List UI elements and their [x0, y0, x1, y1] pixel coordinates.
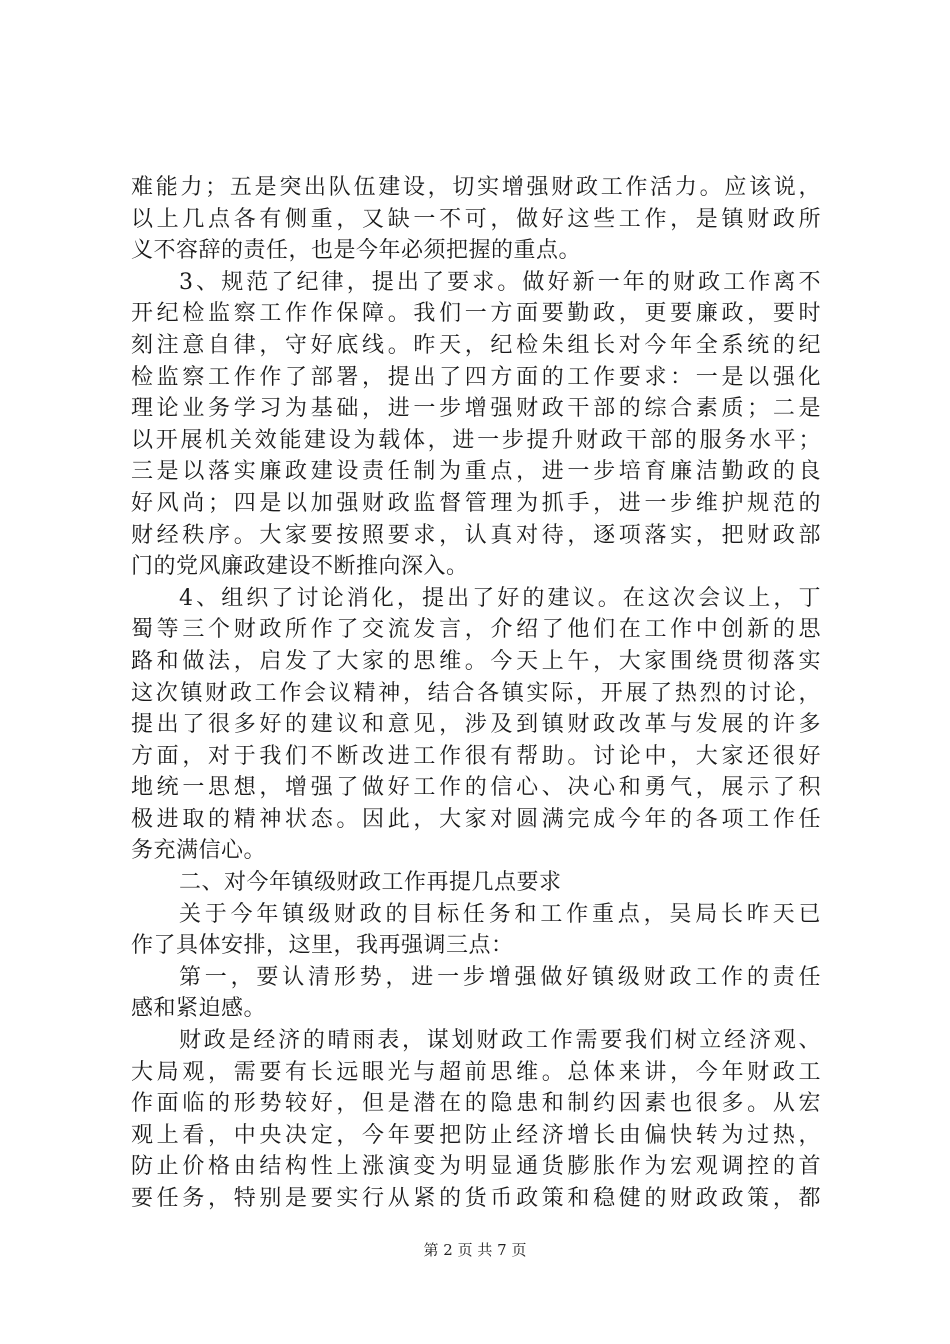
text-line: 3、规范了纪律，提出了要求。做好新一年的财政工作离不 — [179, 269, 821, 295]
text-line: 三是以落实廉政建设责任制为重点，进一步培育廉洁勤政的良 — [131, 459, 821, 485]
text-line: 感和紧迫感。 — [131, 996, 267, 1022]
text-line: 蜀等三个财政所作了交流发言，介绍了他们在工作中创新的思 — [131, 617, 821, 643]
text-line: 要任务，特别是要实行从紧的货币政策和稳健的财政政策，都 — [131, 1186, 821, 1211]
text-line: 提出了很多好的建议和意见，涉及到镇财政改革与发展的许多 — [131, 712, 821, 738]
text-line: 关于今年镇级财政的目标任务和工作重点，吴局长昨天已 — [179, 901, 821, 927]
text-line: 作面临的形势较好，但是潜在的隐患和制约因素也很多。从宏 — [131, 1091, 821, 1117]
text-line: 防止价格由结构性上涨演变为明显通货膨胀作为宏观调控的首 — [131, 1154, 821, 1180]
text-line: 4、组织了讨论消化，提出了好的建议。在这次会议上，丁 — [179, 585, 821, 611]
text-line: 门的党风廉政建设不断推向深入。 — [131, 554, 469, 580]
text-line: 务充满信心。 — [131, 838, 267, 864]
text-line: 第一，要认清形势，进一步增强做好镇级财政工作的责任 — [179, 964, 821, 990]
text-line: 难能力；五是突出队伍建设，切实增强财政工作活力。应该说， — [131, 175, 821, 200]
document-body — [131, 172, 821, 1215]
text-line: 义不容辞的责任，也是今年必须把握的重点。 — [131, 238, 582, 264]
text-line: 路和做法，启发了大家的思维。今天上午，大家围绕贯彻落实 — [131, 648, 821, 674]
text-line: 开纪检监察工作作保障。我们一方面要勤政，更要廉政，要时 — [131, 301, 821, 327]
text-line: 以开展机关效能建设为载体，进一步提升财政干部的服务水平； — [131, 427, 821, 453]
text-line: 二、对今年镇级财政工作再提几点要求 — [179, 870, 562, 896]
text-line: 好风尚；四是以加强财政监督管理为抓手，进一步维护规范的 — [131, 490, 821, 516]
text-line: 以上几点各有侧重，又缺一不可，做好这些工作，是镇财政所 — [131, 206, 821, 232]
text-line: 地统一思想，增强了做好工作的信心、决心和勇气，展示了积 — [131, 775, 821, 801]
text-line: 这次镇财政工作会议精神，结合各镇实际，开展了热烈的讨论， — [131, 680, 821, 706]
text-line: 作了具体安排，这里，我再强调三点： — [131, 933, 514, 959]
text-line: 理论业务学习为基础，进一步增强财政干部的综合素质；二是 — [131, 396, 821, 422]
text-line: 极进取的精神状态。因此，大家对圆满完成今年的各项工作任 — [131, 806, 821, 832]
text-line: 财政是经济的晴雨表，谋划财政工作需要我们树立经济观、 — [179, 1028, 821, 1054]
text-line: 观上看，中央决定，今年要把防止经济增长由偏快转为过热， — [131, 1122, 821, 1148]
text-line: 刻注意自律，守好底线。昨天，纪检朱组长对今年全系统的纪 — [131, 332, 821, 358]
text-line: 检监察工作作了部署，提出了四方面的工作要求：一是以强化 — [131, 364, 821, 390]
page-number-footer: 第 2 页 共 7 页 — [423, 1241, 527, 1259]
text-line: 方面，对于我们不断改进工作很有帮助。讨论中，大家还很好 — [131, 743, 821, 769]
text-line: 财经秩序。大家要按照要求，认真对待，逐项落实，把财政部 — [131, 522, 821, 548]
text-line: 大局观，需要有长远眼光与超前思维。总体来讲，今年财政工 — [131, 1059, 821, 1085]
